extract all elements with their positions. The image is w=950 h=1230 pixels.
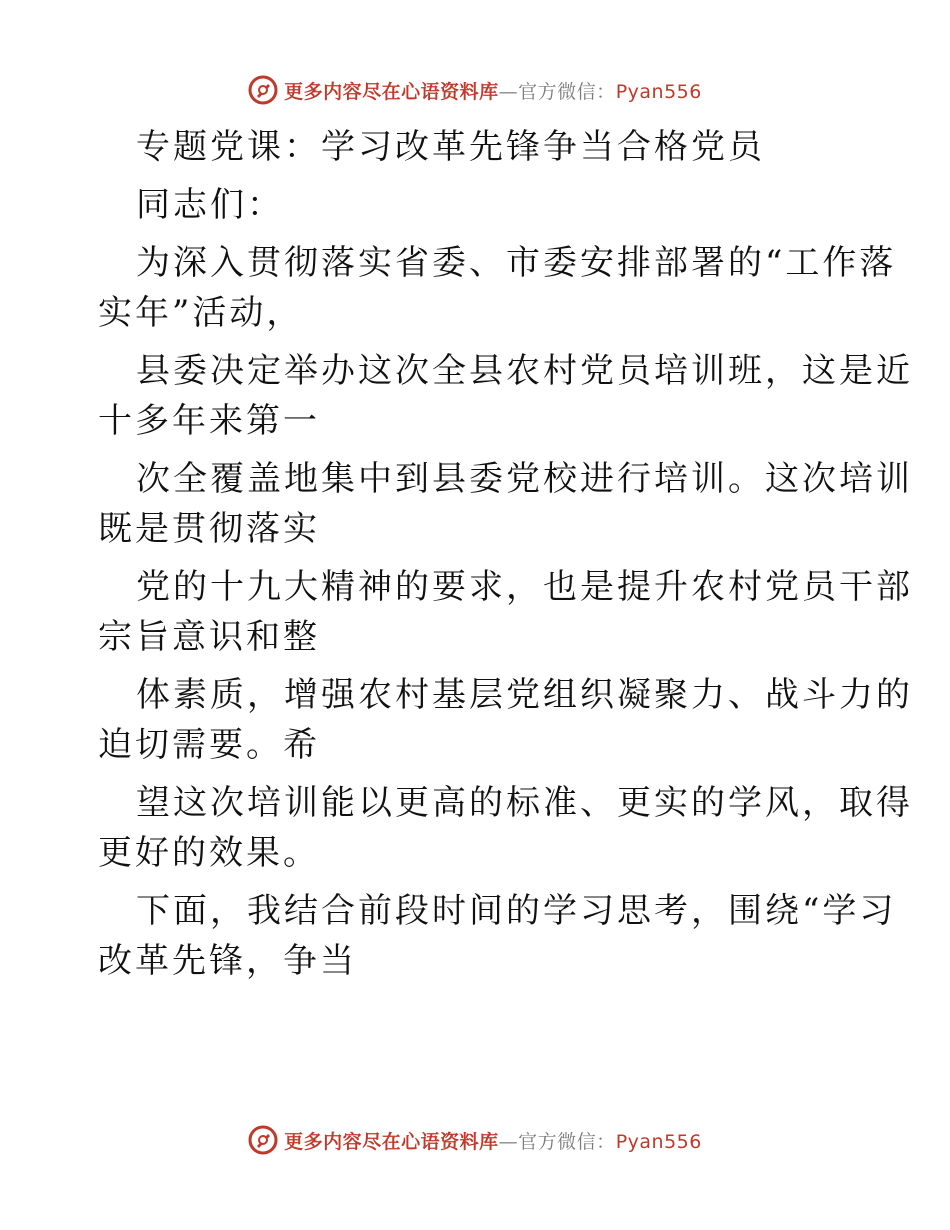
document-title: 专题党课：学习改革先锋争当合格党员: [136, 127, 765, 167]
paragraph-line: 迫切需要。希: [98, 725, 320, 765]
paragraph-line: 实年”活动，: [98, 293, 304, 333]
logo-icon: [248, 75, 278, 105]
logo-icon: [248, 1125, 278, 1155]
banner-main: 更多内容尽在心语资料库: [284, 80, 499, 103]
banner-sep: —: [498, 80, 519, 103]
paragraph-line: 为深入贯彻落实省委、市委安排部署的“工作落: [136, 243, 897, 283]
salutation: 同志们：: [136, 185, 284, 225]
paragraph-line: 更好的效果。: [98, 833, 320, 873]
banner-label: 官方微信：: [518, 80, 616, 103]
paragraph-line: 党的十九大精神的要求，也是提升农村党员干部: [136, 567, 913, 607]
paragraph-line: 下面，我结合前段时间的学习思考，围绕“学习: [136, 891, 897, 931]
paragraph-line: 县委决定举办这次全县农村党员培训班，这是近: [136, 351, 913, 391]
banner-label: 官方微信：: [518, 1130, 616, 1153]
footer-banner: [0, 1120, 950, 1160]
paragraph-line: 望这次培训能以更高的标准、更实的学风，取得: [136, 783, 913, 823]
paragraph-line: 十多年来第一: [98, 401, 320, 441]
paragraph-line: 改革先锋，争当: [98, 941, 357, 981]
banner-text: [284, 77, 702, 104]
banner-text: [284, 1127, 702, 1154]
paragraph-line: 次全覆盖地集中到县委党校进行培训。这次培训: [136, 459, 913, 499]
header-banner: [0, 70, 950, 110]
banner-wechat-id: Pyan556: [615, 1130, 702, 1153]
banner-sep: —: [498, 1130, 519, 1153]
paragraph-line: 宗旨意识和整: [98, 617, 320, 657]
banner-wechat-id: Pyan556: [615, 80, 702, 103]
paragraph-line: 体素质，增强农村基层党组织凝聚力、战斗力的: [136, 675, 913, 715]
document-body: [98, 122, 913, 986]
paragraph-line: 既是贯彻落实: [98, 509, 320, 549]
banner-main: 更多内容尽在心语资料库: [284, 1130, 499, 1153]
